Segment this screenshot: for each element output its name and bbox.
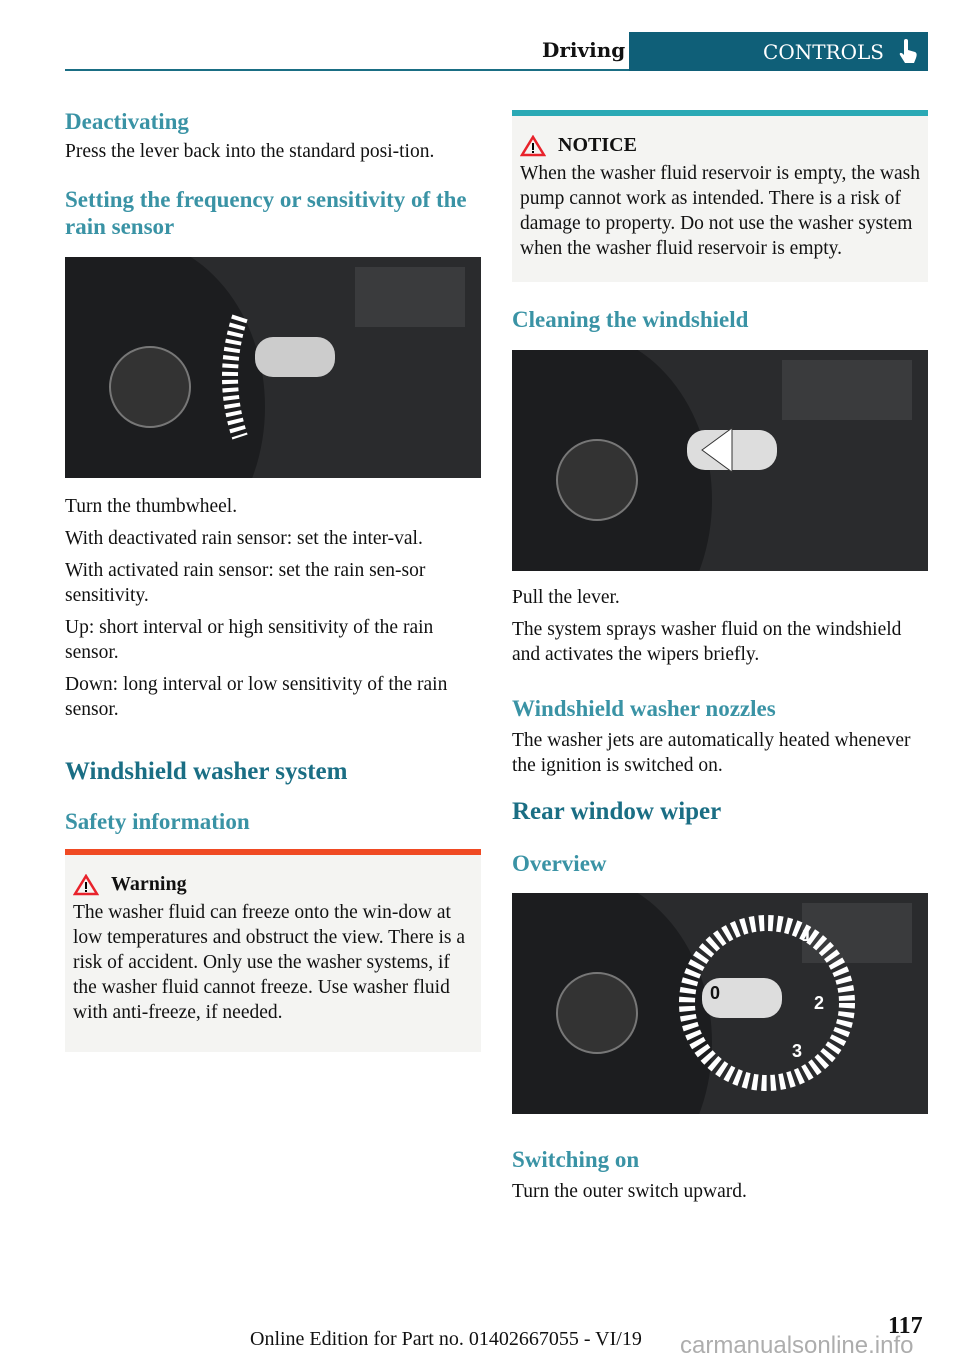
text: The washer jets are automatically heated whenever the ignition is switched on. bbox=[512, 730, 911, 776]
warning-box bbox=[65, 855, 481, 1052]
chapter-label: CONTROLS bbox=[763, 39, 884, 64]
heading-rear-wiper: Rear window wiper bbox=[512, 798, 722, 825]
position-1-label: 1 bbox=[802, 925, 813, 945]
notice-box bbox=[512, 116, 928, 282]
heading-cleaning: Cleaning the windshield bbox=[512, 307, 749, 332]
text: With activated rain sensor: set the rain sen-sor sensitivity. bbox=[65, 560, 426, 606]
warning-icon bbox=[520, 135, 546, 157]
text: Down: long interval or low sensitivity of the rain sensor. bbox=[65, 674, 448, 720]
notice-text: When the washer fluid reservoir is empty, the wash pump cannot work as intended. There is a risk of damage to property. Do not use the washer system when the washer fluid reservoir is empty. bbox=[520, 163, 920, 259]
pull-lever-image bbox=[512, 350, 928, 571]
right-column bbox=[512, 110, 928, 1211]
heading-overview: Overview bbox=[512, 851, 607, 876]
notice-title: NOTICE bbox=[558, 134, 637, 156]
heading-washer-system: Windshield washer system bbox=[65, 758, 348, 785]
hand-pointer-icon bbox=[898, 39, 918, 65]
text: The system sprays washer fluid on the windshield and activates the wipers briefly. bbox=[512, 619, 902, 665]
edition-footer: Online Edition for Part no. 01402667055 - VI/19 bbox=[250, 1328, 642, 1350]
position-2-label: 2 bbox=[814, 993, 825, 1013]
rear-wiper-image bbox=[512, 893, 928, 1114]
watermark: carmanualsonline.info bbox=[680, 1332, 914, 1359]
heading-switching-on: Switching on bbox=[512, 1147, 640, 1172]
text: Up: short interval or high sensitivity of the rain sensor. bbox=[65, 617, 434, 663]
position-3-label: 3 bbox=[792, 1041, 803, 1061]
section-label: Driving bbox=[542, 38, 626, 62]
thumbwheel-image bbox=[65, 257, 481, 478]
text: Turn the outer switch upward. bbox=[512, 1181, 747, 1202]
warning-text: The washer fluid can freeze onto the win-dow at low temperatures and obstruct the view. There is a risk of accident. Only use the washer systems, if the washer fluid cannot freeze. Use washer fluid with anti-freeze, if needed. bbox=[73, 902, 466, 1023]
chapter-tab bbox=[629, 32, 928, 71]
text: Press the lever back into the standard posi-tion. bbox=[65, 141, 435, 162]
warning-icon bbox=[73, 874, 99, 896]
heading-frequency: Setting the frequency or sensitivity of the rain sensor bbox=[65, 187, 467, 239]
position-0-label: 0 bbox=[710, 983, 721, 1003]
page-number: 117 bbox=[888, 1313, 923, 1339]
left-column bbox=[65, 108, 481, 1052]
text: Pull the lever. bbox=[512, 587, 620, 608]
heading-safety: Safety information bbox=[65, 809, 250, 834]
text: Turn the thumbwheel. bbox=[65, 496, 238, 517]
heading-nozzles: Windshield washer nozzles bbox=[512, 696, 776, 721]
warning-title: Warning bbox=[111, 873, 187, 895]
heading-deactivating: Deactivating bbox=[65, 109, 189, 134]
text: With deactivated rain sensor: set the inter-val. bbox=[65, 528, 423, 549]
